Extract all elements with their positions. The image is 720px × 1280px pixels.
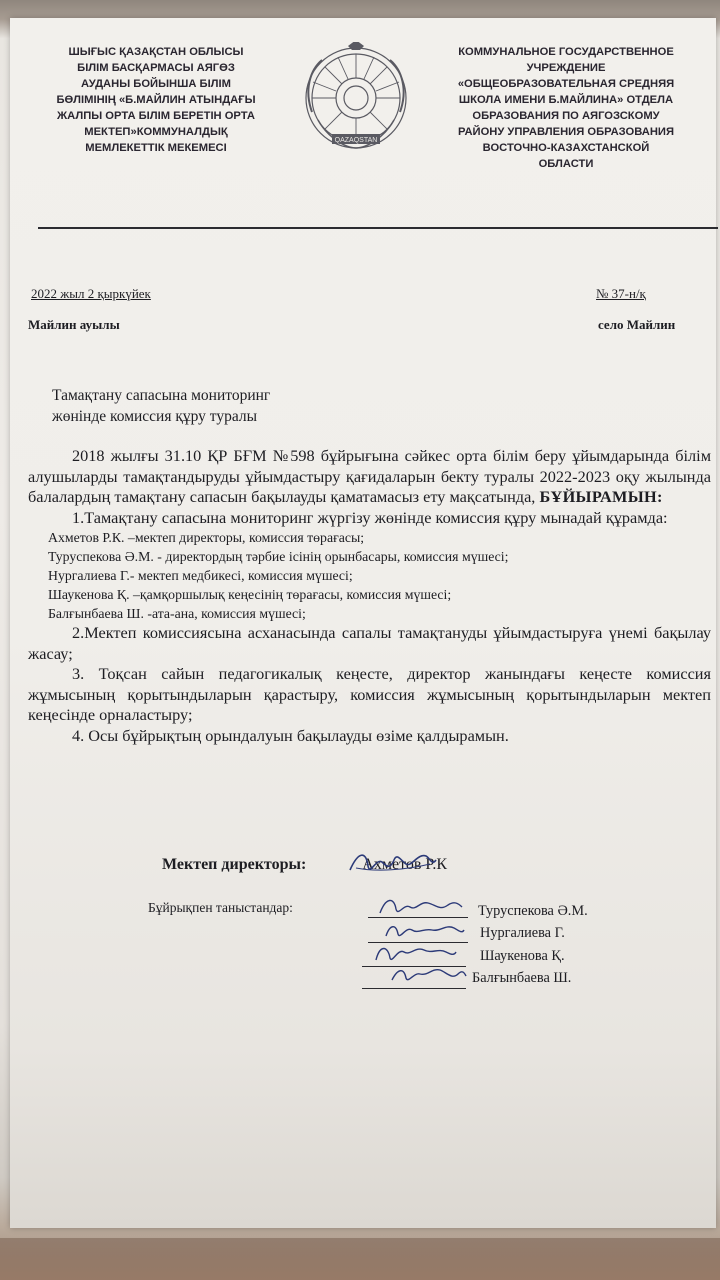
header-line: ОБЛАСТИ: [538, 158, 594, 170]
director-name: Ахметов Р.К: [362, 856, 447, 873]
state-emblem-icon: [298, 42, 414, 160]
header-line: АУДАНЫ БОЙЫНША БІЛІМ: [81, 78, 231, 90]
item-3: 3. Тоқсан сайын педагогикалық кеңесте, директор жанындағы кеңесте комиссия жұмысының қорытындыларын қарастыру, комиссия жұмысының қорытындыларын мектеп кеңесінде орналастыру;: [28, 664, 711, 724]
emblem-text: QAZAQSTAN: [334, 137, 378, 144]
order-subject: [52, 385, 372, 427]
acknowledgement-label: Бұйрықпен таныстандар:: [148, 900, 293, 915]
header-russian: [418, 44, 714, 172]
intro-text: 2018 жылғы 31.10 ҚР БҒМ №598 бұйрығына сәйкес орта білім беру ұйымдарында білім алушыларды тамақтандыруды ұйымдастыру қағидаларын бекту туралы 2022-2023 оқу жылында балалардың тамақтану сапасын бақылауды қаматамасыз ету мақсатында,: [28, 446, 711, 506]
signature-1: [376, 893, 464, 921]
header-line: ВОСТОЧНО-КАЗАХСТАНСКОЙ: [482, 142, 650, 154]
background-surface: [0, 1238, 720, 1280]
ordered-keyword: БҰЙЫРАМЫН:: [539, 487, 663, 506]
header-line: ШКОЛА ИМЕНИ Б.МАЙЛИНА» ОТДЕЛА: [458, 94, 674, 106]
acknowledgement-name: Туруспекова Ә.М.: [478, 903, 588, 919]
header-line: УЧРЕЖДЕНИЕ: [526, 62, 606, 74]
item-2: 2.Мектеп комиссиясына асханасында сапалы тамақтануды ұйымдастыруға үнемі бақылау жасау;: [28, 623, 711, 663]
member-item: Туруспекова Ә.М. - директордың тәрбие ісінің орынбасары, комиссия мүшесі;: [48, 549, 509, 564]
order-body: [28, 446, 711, 746]
member-item: Балғынбаева Ш. -ата-ана, комиссия мүшесі;: [48, 606, 306, 621]
member-item: Нургалиева Г.- мектеп медбикесі, комиссия мүшесі;: [48, 568, 353, 583]
header-kazakh: [22, 44, 290, 156]
header-line: БӨЛІМІНІҢ «Б.МАЙЛИН АТЫНДАҒЫ: [56, 94, 256, 106]
item-4: 4. Осы бұйрықтың орындалуын бақылауды өзіме қалдырамын.: [72, 725, 509, 745]
header-line: МЕКТЕП»КОММУНАЛДЫҚ: [84, 126, 228, 138]
order-date: 2022 жыл 2 қыркүйек: [31, 286, 151, 301]
acknowledgement-name: Балғынбаева Ш.: [472, 970, 572, 986]
signature-4: [388, 962, 468, 988]
signature-line: [362, 988, 466, 989]
header-line: БІЛІМ БАСҚАРМАСЫ АЯГӨЗ: [77, 62, 235, 74]
header-line: МЕМЛЕКЕТТІК МЕКЕМЕСІ: [85, 142, 227, 154]
subject-line: Тамақтану сапасына мониторинг: [52, 387, 271, 404]
director-signature: [346, 846, 438, 880]
acknowledgement-name: Нургалиева Г.: [480, 925, 565, 941]
commission-members: [28, 528, 711, 623]
header-line: ОБРАЗОВАНИЯ ПО АЯГОЗСКОМУ: [472, 110, 660, 122]
place-kazakh: Майлин ауылы: [28, 317, 120, 332]
acknowledgement-name: Шаукенова Қ.: [480, 948, 565, 964]
header-line: ЖАЛПЫ ОРТА БІЛІМ БЕРЕТІН ОРТА: [57, 110, 255, 122]
member-item: Шаукенова Қ. –қамқоршылық кеңесінің төрағасы, комиссия мүшесі;: [48, 587, 452, 602]
header-divider: [38, 227, 718, 229]
director-role: Мектеп директоры:: [162, 856, 307, 873]
subject-line: жөнінде комиссия құру туралы: [52, 408, 258, 425]
place-russian: село Майлин: [598, 317, 676, 332]
item-1: 1.Тамақтану сапасына мониторинг жүргізу жөнінде комиссия құру мынадай құрамда:: [72, 507, 668, 527]
header-line: КОММУНАЛЬНОЕ ГОСУДАРСТВЕННОЕ: [458, 46, 674, 58]
intro-paragraph: [28, 446, 711, 508]
header-line: ШЫҒЫС ҚАЗАҚСТАН ОБЛЫСЫ: [68, 46, 244, 58]
header-line: РАЙОНУ УПРАВЛЕНИЯ ОБРАЗОВАНИЯ: [457, 126, 674, 138]
order-number: № 37-н/қ: [596, 286, 646, 301]
member-item: Ахметов Р.К. –мектеп директоры, комиссия төрағасы;: [48, 530, 365, 545]
header-line: «ОБЩЕОБРАЗОВАТЕЛЬНАЯ СРЕДНЯЯ: [457, 78, 675, 90]
